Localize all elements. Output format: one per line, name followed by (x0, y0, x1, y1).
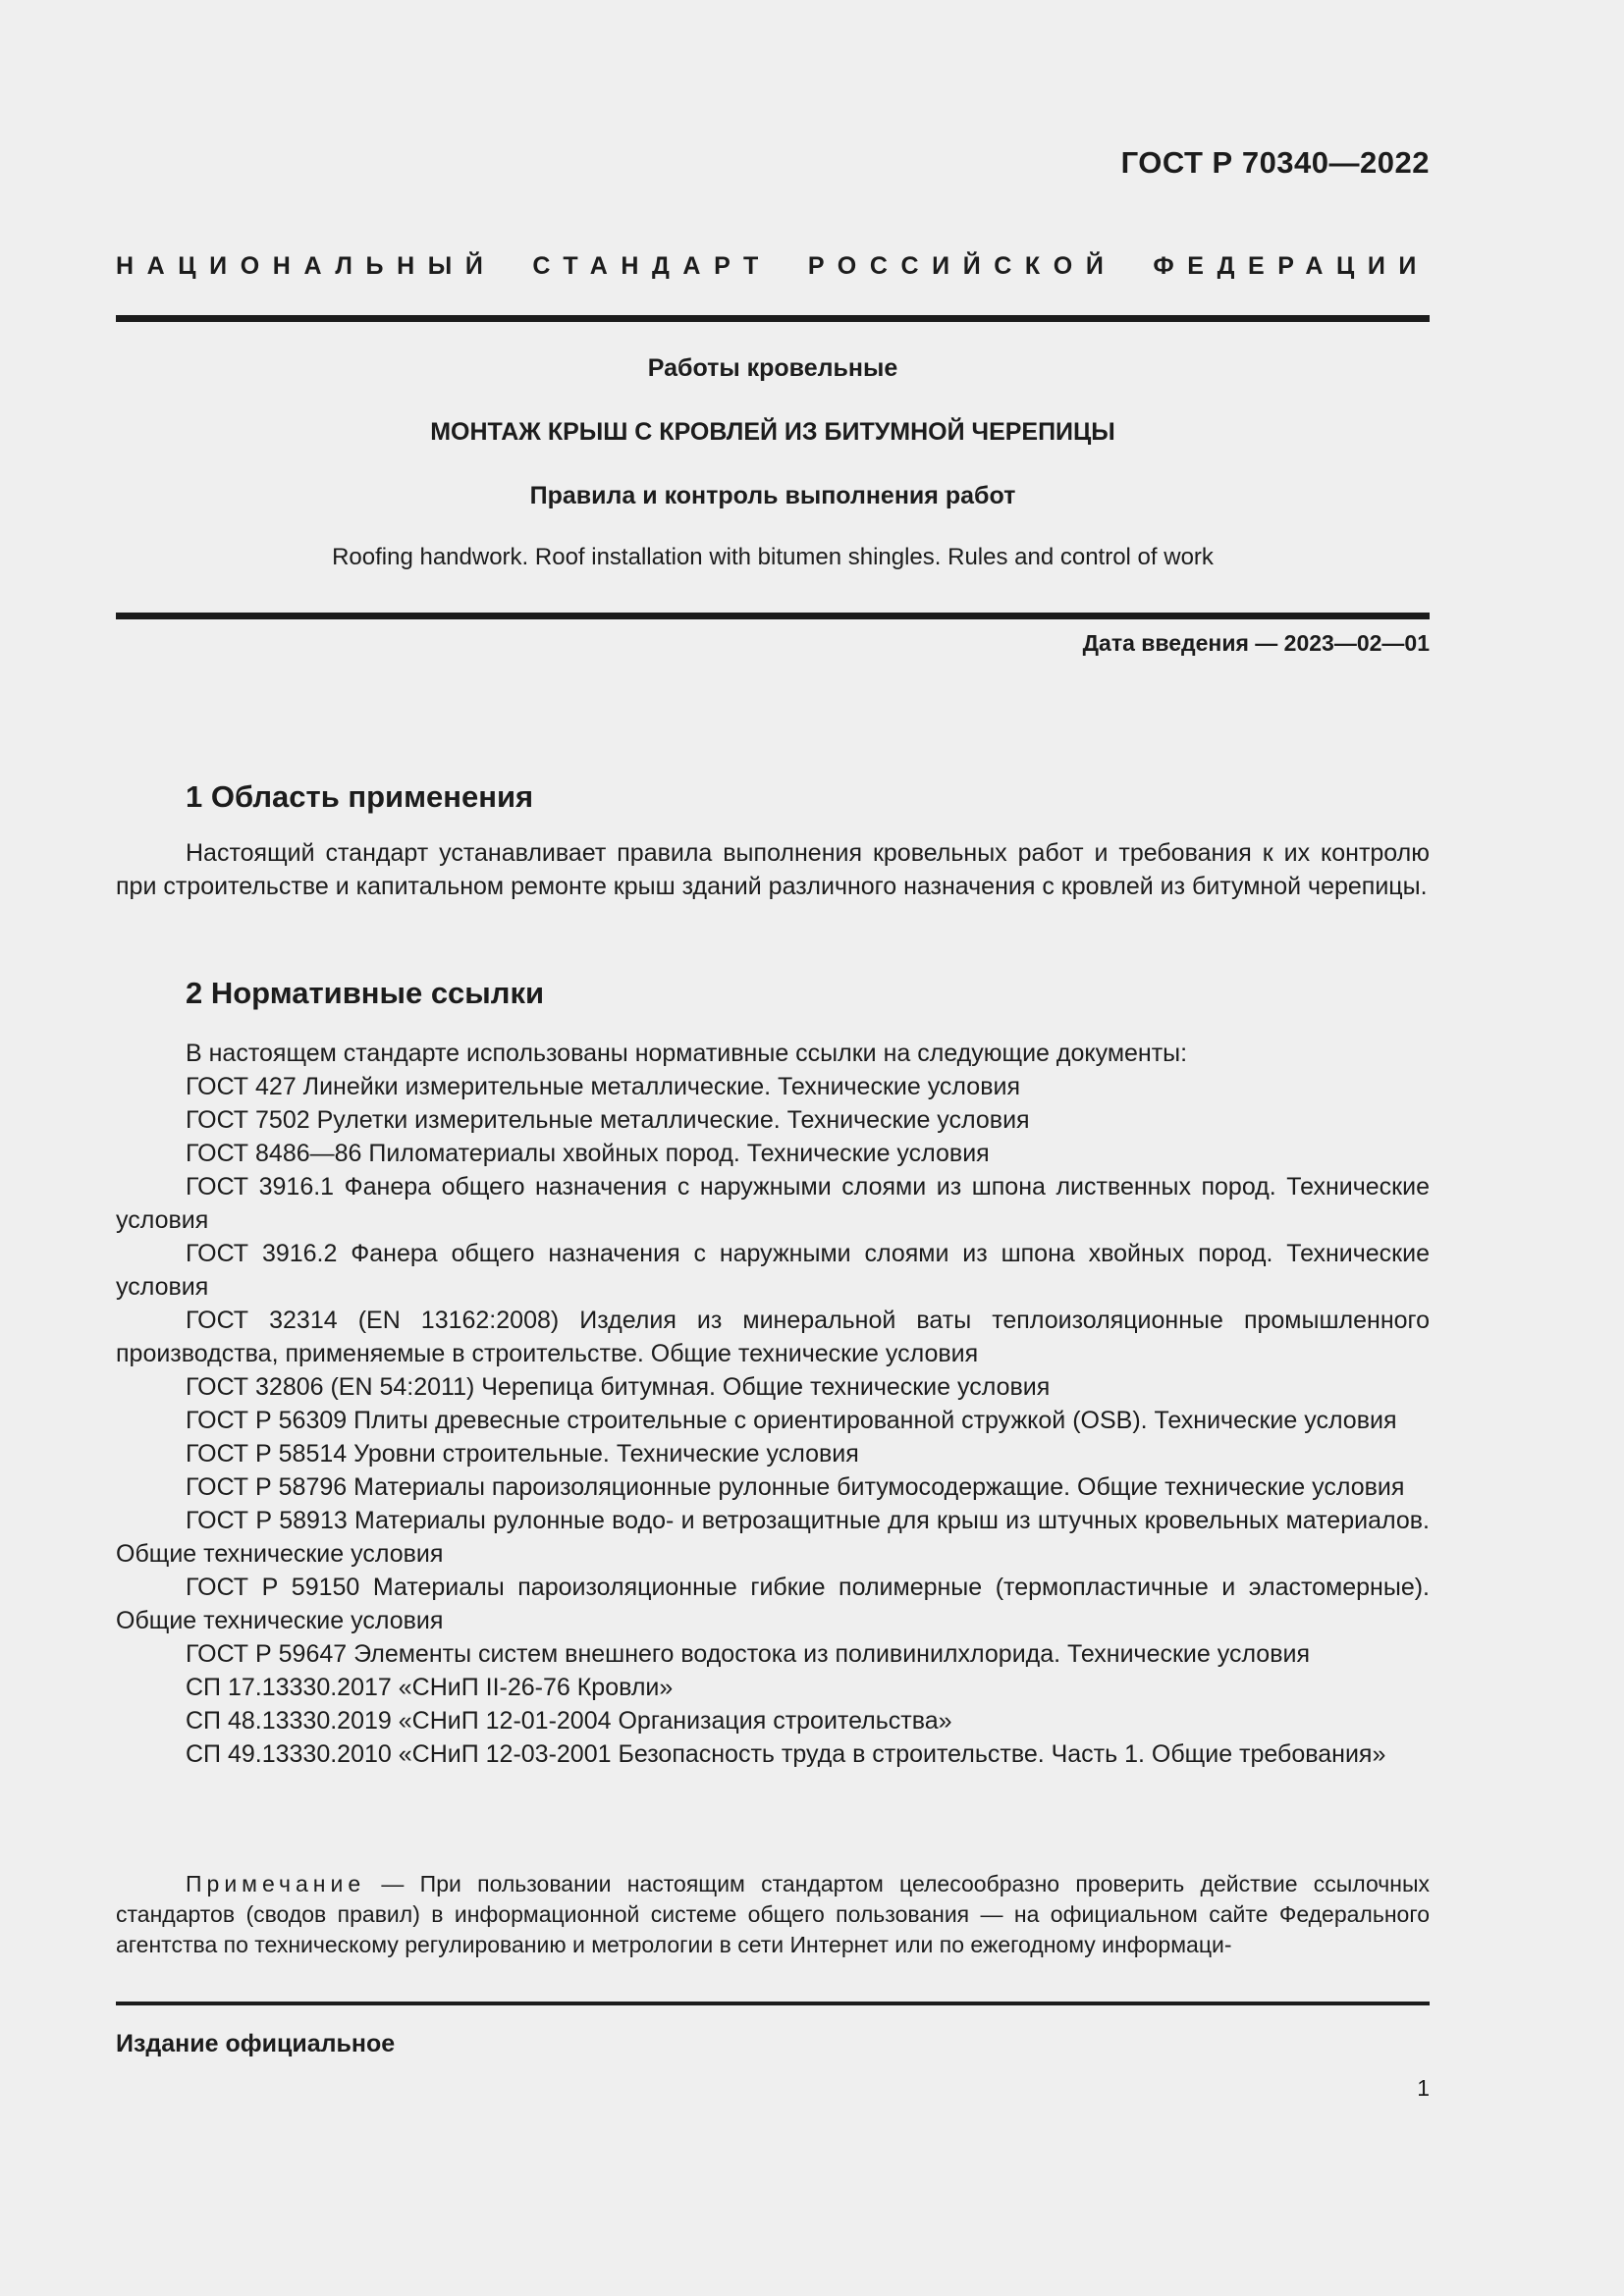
reference-item: ГОСТ 7502 Рулетки измерительные металлические. Технические условия (186, 1106, 1030, 1134)
section-2-body (116, 1037, 1430, 1771)
title-line-3: Правила и контроль выполнения работ (529, 482, 1016, 509)
section-1-body (116, 836, 1430, 903)
document-page (116, 0, 1430, 2296)
english-title: Roofing handwork. Roof installation with bitumen shingles. Rules and control of work (332, 544, 1214, 570)
reference-item: СП 17.13330.2017 «СНиП II-26-76 Кровли» (186, 1674, 674, 1701)
note-block (116, 1869, 1430, 1960)
footer-divider (116, 2002, 1430, 2005)
introduction-date: Дата введения — 2023—02—01 (1082, 630, 1430, 656)
section-1-paragraph: Настоящий стандарт устанавливает правила выполнения кровельных работ и требования к их контролю при строительстве и капитальном ремонте крыш зданий различного назначения с кровлей из битумной черепицы. (116, 839, 1430, 900)
reference-item: ГОСТ Р 59647 Элементы систем внешнего водостока из поливинилхлорида. Технические условия (186, 1640, 1310, 1668)
national-standard-banner: НАЦИОНАЛЬНЫЙ СТАНДАРТ РОССИЙСКОЙ ФЕДЕРАЦИИ (116, 252, 1430, 280)
reference-item: ГОСТ Р 56309 Плиты древесные строительные с ориентированной стружкой (OSB). Технические условия (186, 1407, 1397, 1434)
reference-item: ГОСТ Р 58796 Материалы пароизоляционные рулонные битумосодержащие. Общие технические условия (186, 1473, 1405, 1501)
reference-item: ГОСТ 32314 (EN 13162:2008) Изделия из минеральной ваты теплоизоляционные промышленного производства, применяемые в строительстве. Общие технические условия (116, 1307, 1430, 1367)
reference-item: ГОСТ Р 59150 Материалы пароизоляционные гибкие полимерные (термопластичные и эластомерные). Общие технические условия (116, 1574, 1430, 1634)
section-2-intro: В настоящем стандарте использованы нормативные ссылки на следующие документы: (186, 1040, 1188, 1067)
reference-item: СП 49.13330.2010 «СНиП 12-03-2001 Безопасность труда в строительстве. Часть 1. Общие требования» (186, 1740, 1386, 1768)
title-line-2: МОНТАЖ КРЫШ С КРОВЛЕЙ ИЗ БИТУМНОЙ ЧЕРЕПИЦЫ (430, 418, 1115, 446)
note-text: — При пользовании настоящим стандартом целесообразно проверить действие ссылочных стандартов (сводов правил) в информационной системе общего пользования — на официальном сайте Федерального агентства по техническому регулированию и метрологии в сети Интернет или по ежегодному информаци- (116, 1871, 1430, 1957)
section-2-heading: 2 Нормативные ссылки (186, 976, 545, 1010)
reference-item: ГОСТ 8486—86 Пиломатериалы хвойных пород. Технические условия (186, 1140, 990, 1167)
document-code: ГОСТ Р 70340—2022 (1120, 145, 1430, 180)
reference-item: ГОСТ 3916.1 Фанера общего назначения с наружными слоями из шпона лиственных пород. Технические условия (116, 1173, 1430, 1234)
note-label: Примечание (186, 1871, 366, 1896)
page-number: 1 (1417, 2075, 1430, 2101)
title-divider (116, 613, 1430, 619)
reference-item: ГОСТ 3916.2 Фанера общего назначения с наружными слоями из шпона хвойных пород. Технические условия (116, 1240, 1430, 1301)
reference-item: СП 48.13330.2019 «СНиП 12-01-2004 Организация строительства» (186, 1707, 952, 1735)
note-paragraph (116, 1869, 1430, 1960)
reference-item: ГОСТ Р 58913 Материалы рулонные водо- и ветрозащитные для крыш из штучных кровельных материалов. Общие технические условия (116, 1507, 1430, 1568)
reference-item: ГОСТ 427 Линейки измерительные металлические. Технические условия (186, 1073, 1020, 1100)
reference-item: ГОСТ 32806 (EN 54:2011) Черепица битумная. Общие технические условия (186, 1373, 1051, 1401)
reference-item: ГОСТ Р 58514 Уровни строительные. Технические условия (186, 1440, 859, 1468)
section-1-heading: 1 Область применения (186, 779, 534, 814)
top-divider (116, 315, 1430, 322)
title-line-1: Работы кровельные (647, 354, 898, 382)
official-edition-label: Издание официальное (116, 2030, 396, 2057)
